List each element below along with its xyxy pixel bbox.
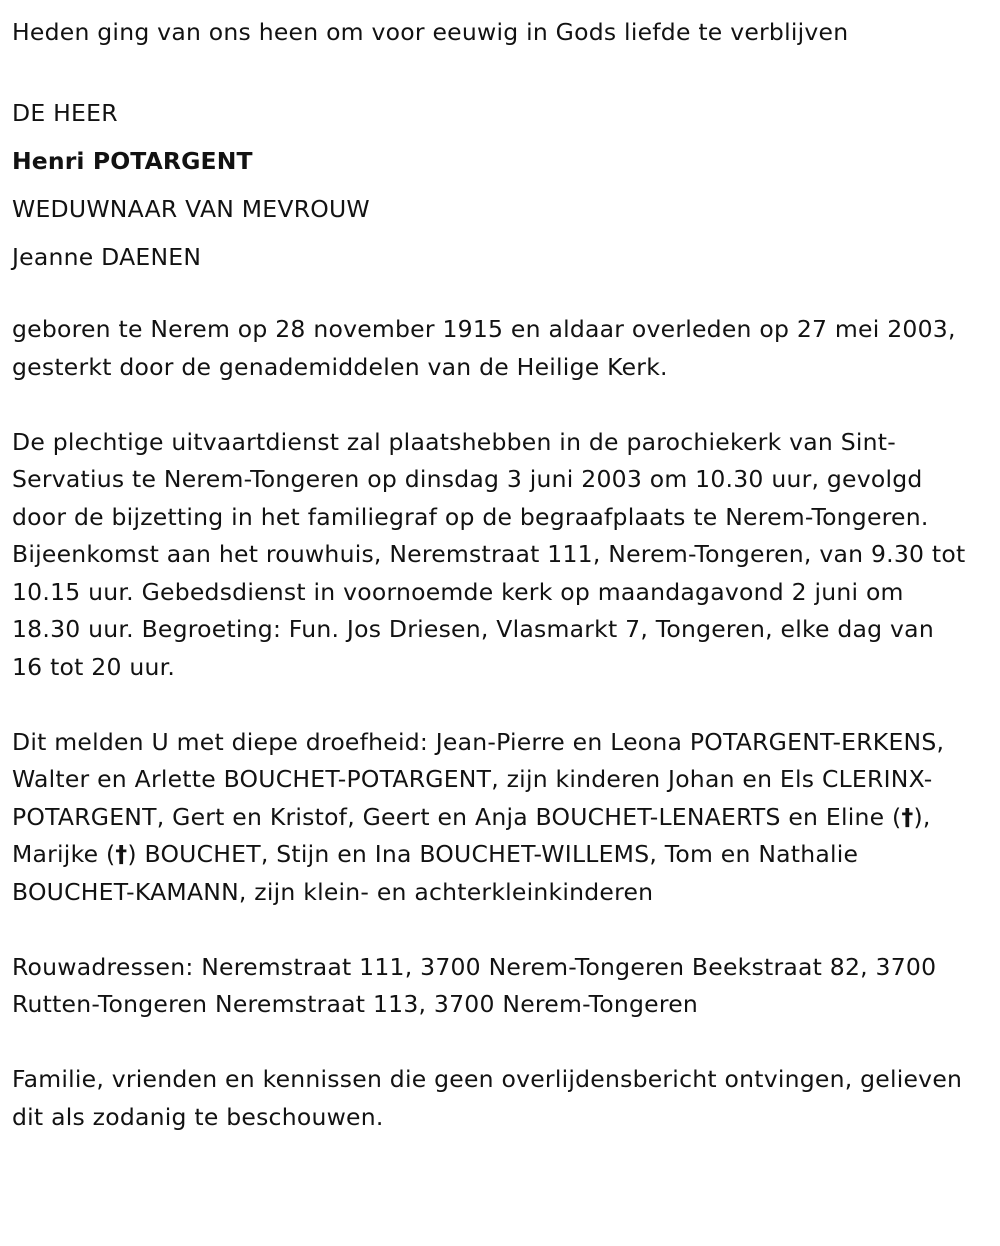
identity-relation: WEDUWNAAR VAN MEVROUW [12,195,370,223]
closing-paragraph: Familie, vrienden en kennissen die geen overlijdensbericht ontvingen, gelieven dit als zodanig te beschouwen. [12,1065,970,1131]
survivors-text-part-1: Dit melden U met diepe droefheid: Jean-Pierre en Leona POTARGENT-ERKENS, Walter en Arlette BOUCHET-POTARGENT, zijn kinderen Johan en Els CLERINX-POTARGENT, Gert en Kristof, Geert en Anja BOUCHET-LENAERTS en Eline ( [12,727,952,831]
birth-death-paragraph: geboren te Nerem op 28 november 1915 en aldaar overleden op 27 mei 2003, gesterkt door de genademiddelen van de Heilige Kerk. [12,315,964,381]
identity-title: DE HEER [12,99,118,127]
dagger-icon-marijke: † [115,840,128,868]
identity-block [12,89,970,281]
survivors-text-part-3: ) BOUCHET, Stijn en Ina BOUCHET-WILLEMS, Tom en Nathalie BOUCHET-KAMANN, zijn klein- en achterkleinkinderen [12,840,866,906]
mourning-addresses-paragraph: Rouwadressen: Neremstraat 111, 3700 Nerem-Tongeren Beekstraat 82, 3700 Rutten-Tongeren Neremstraat 113, 3700 Nerem-Tongeren [12,952,945,1018]
dagger-icon-eline: † [901,802,914,831]
deceased-name: Henri POTARGENT [12,147,253,175]
opening-line: Heden ging van ons heen om voor eeuwig in Gods liefde te verblijven [12,18,849,46]
survivors-paragraph [12,724,970,912]
survivors-text-part-2: ), Marijke ( [12,802,939,868]
spouse-name: Jeanne DAENEN [12,243,202,271]
spacer-after-opening [12,52,970,90]
funeral-service-paragraph: De plechtige uitvaartdienst zal plaatshebben in de parochiekerk van Sint-Servatius te Nerem-Tongeren op dinsdag 3 juni 2003 om 10.30 uur, gevolgd door de bijzetting in het familiegraf op de begraafplaats te Nerem-Tongeren. Bijeenkomst aan het rouwhuis, Neremstraat 111, Nerem-Tongeren, van 9.30 tot 10.15 uur. Gebedsdienst in voornoemde kerk op maandagavond 2 juni om 18.30 uur. Begroeting: Fun. Jos Driesen, Vlasmarkt 7, Tongeren, elke dag van 16 tot 20 uur. [12,427,974,681]
obituary-body [12,14,974,1136]
